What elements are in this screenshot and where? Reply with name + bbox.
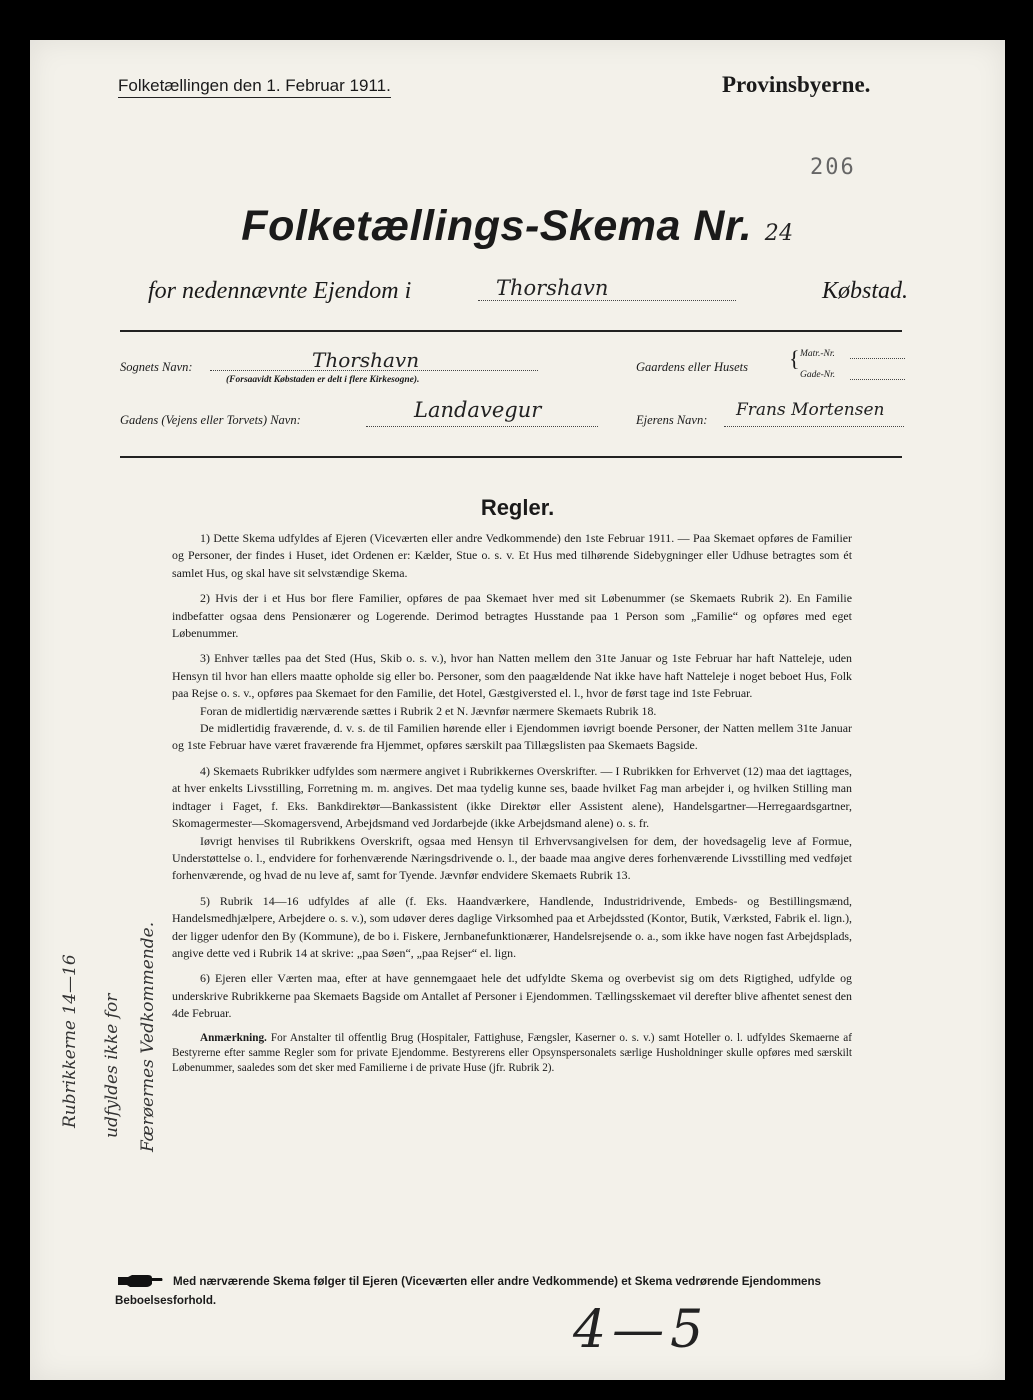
top-divider (120, 330, 902, 332)
gade-label: Gade-Nr. (800, 370, 836, 380)
note-paragraph (172, 1031, 852, 1076)
rule-4: 4) Skemaets Rubrikker udfyldes som nærmere angivet i Rubrikkernes Overskrifter. — I Rubrikken for Erhvervet (12) maa det iagttages, at hver enkelts Livsstilling, Forretning m. m. angives. Det maa tydelig kunne ses, baade hvilket Fag man arbejder i, og hvilken Stilling man indtager i Faget, f. Eks. Bankdirektør—Bankassistent (ikke Direktør eller Assistent alene), Handelsgartner—Herregaardsgartner, Skomagermester—Skomagersvend, Arbejdsmand ved Jordarbejde (ikke Arbejdsmand alene) o. s. fr. (172, 763, 852, 831)
owner-value: Frans Mortensen (736, 400, 885, 420)
rule-3: 3) Enhver tælles paa det Sted (Hus, Skib o. s. v.), hvor han Natten mellem den 31te Januar og 1ste Februar har haft Natteleje, uden Hensyn til hvor han ellers maatte opholde sig eller bo. Personer, som den paagældende Nat ikke have haft Natteleje i noget beboet Hus, Folk paa Rejse o. s. v., opføres paa Skemaet for den Familie, det Hotel, Gæstgiversted el. l., hvor de først tage ind 1ste Februar. (172, 651, 852, 701)
rule-3-fravaerende: De midlertidig fraværende, d. v. s. de til Familien hørende eller i Ejendommen iøvrigt boende Personer, der Natten mellem 31te Januar og 1ste Februar have været fraværende fra Hjemmet, opføres særskilt paa Tillægslisten paa Skemaets Bagside. (172, 721, 852, 753)
census-date-header: Folketællingen den 1. Februar 1911. (118, 76, 391, 98)
note-text: For Anstalter til offentlig Brug (Hospitaler, Fattighuse, Fængsler, Kaserner o. s. v.) samt Hoteller o. l. udfyldes Skemaerne af Bestyrerne efter samme Regler som for private Ejendomme. Bestyrerens eller Opsynspersonalets særlige Husholdninger skulle opføres med særskilt Løbenummer, saaledes som det sker med Familierne i de private Huse (jfr. Rubrik 2). (172, 1031, 852, 1074)
handwritten-bottom-number: 4—5 (573, 1300, 710, 1360)
parish-value: Thorshavn (312, 348, 420, 372)
town-handwritten: Thorshavn (478, 276, 736, 301)
rule-1: 1) Dette Skema udfyldes af Ejeren (Viceværten eller andre Vedkommende) den 1ste Februar 1911. — Paa Skemaet opføres de Familier og Personer, der findes i Huset, idet Ordenen er: Kælder, Stue o. s. v. Et Hus med tilhørende Sidebygninger eller Udhuse betragtes som ét samlet Hus, og skal have sit selvstændige Skema. (172, 531, 852, 580)
rule-6: 6) Ejeren eller Værten maa, efter at have gennemgaaet hele det udfyldte Skema og overbevist sig om dets Rigtighed, udfylde og underskrive Rubrikkerne paa Skemaets Bagside om Antallet af Personer i Ejendommen. Tællingsskemaet vil derefter blive afhentet senest den 4de Februar. (172, 971, 852, 1021)
form-bottom-divider (120, 456, 902, 458)
rule-5: 5) Rubrik 14—16 udfyldes af alle (f. Eks. Haandværkere, Handlende, Industridrivende, Embeds- og Bestillingsmænd, Handelsmedhjælpere, Arbejdere o. s. v.), som udøver deres daglige Virksomhed paa et Arbejdssted (Kontor, Butik, Værksted, Fabrik el. lign.), der ligger udenfor den By (Kommune), de bo i. Fiskere, Jernbanefunktionærer, Handelsrejsende o. a., som ikke have nogen fast Arbejdsplads, angive dette ved i Rubrik 14 at skrive: „paa Søen“, „paa Rejser“ el. lign. (172, 893, 852, 960)
gade-dotline (850, 379, 905, 380)
farm-label: Gaardens eller Husets (636, 360, 749, 374)
matr-label: Matr.-Nr. (800, 349, 835, 359)
street-value: Landavegur (414, 398, 542, 422)
form-title (30, 202, 1005, 251)
form-number-handwritten: 24 (764, 221, 794, 246)
pencil-page-number: 206 (810, 155, 856, 180)
rule-2: 2) Hvis der i et Hus bor flere Familier, opføres de paa Skemaet hver med sit Løbenummer (se Skemaets Rubrik 2). En Familie indbefatter ogsaa dens Pensionærer og Logerende. Derimod betragtes Husstande paa 1 Person som „Familie“ og opføres med eget Løbenummer. (172, 591, 852, 641)
kobstad-label: Købstad. (821, 278, 908, 304)
rule-4-iovrigt: Iøvrigt henvises til Rubrikkens Overskrift, ogsaa med Hensyn til Erhvervsangivelsen for dem, der hovedsagelig leve af Formue, Understøttelse o. l., endvidere for forhenværende Næringsdrivende o. l., der baade maa angive deres forhenværende Livsstilling med vedføjet forhenværende, og hvad de nu leve af, samt for Tyende. Jævnfør endvidere Skemaets Rubrik 13. (172, 833, 852, 883)
owner-dotline (724, 426, 904, 427)
parish-note: (Forsaavidt Købstaden er delt i flere Kirkesogne). (226, 375, 420, 385)
street-label: Gadens (Vejens eller Torvets) Navn: (120, 413, 301, 427)
census-form-page (30, 40, 1005, 1380)
provincial-towns-header: Provinsbyerne. (722, 72, 871, 97)
parish-label: Sognets Navn: (120, 360, 193, 374)
form-title-text: Folketællings-Skema Nr. (241, 202, 753, 250)
rules-heading: Regler. (480, 495, 555, 520)
footer-note (115, 1272, 855, 1310)
rule-3-foran: Foran de midlertidig nærværende sættes i Rubrik 2 et N. Jævnfør nærmere Skemaets Rubrik 18. (200, 703, 657, 718)
street-dotline (366, 426, 598, 427)
property-label: for nedennævnte Ejendom i (148, 278, 412, 304)
margin-note-line-2: udfyldes ikke for (102, 993, 122, 1138)
brace: { (789, 346, 800, 371)
owner-label: Ejerens Navn: (636, 413, 708, 427)
footer-text: Med nærværende Skema følger til Ejeren (Viceværten eller andre Vedkommende) et Skema vedrørende Ejendommens Beboelsesforhold. (115, 1275, 821, 1307)
note-label: Anmærkning. (200, 1031, 267, 1044)
rules-body (172, 530, 852, 1084)
margin-note-line-1: Rubrikkerne 14—16 (60, 954, 80, 1128)
margin-note-line-3: Færøernes Vedkommende. (138, 921, 158, 1152)
matr-dotline (850, 358, 905, 359)
